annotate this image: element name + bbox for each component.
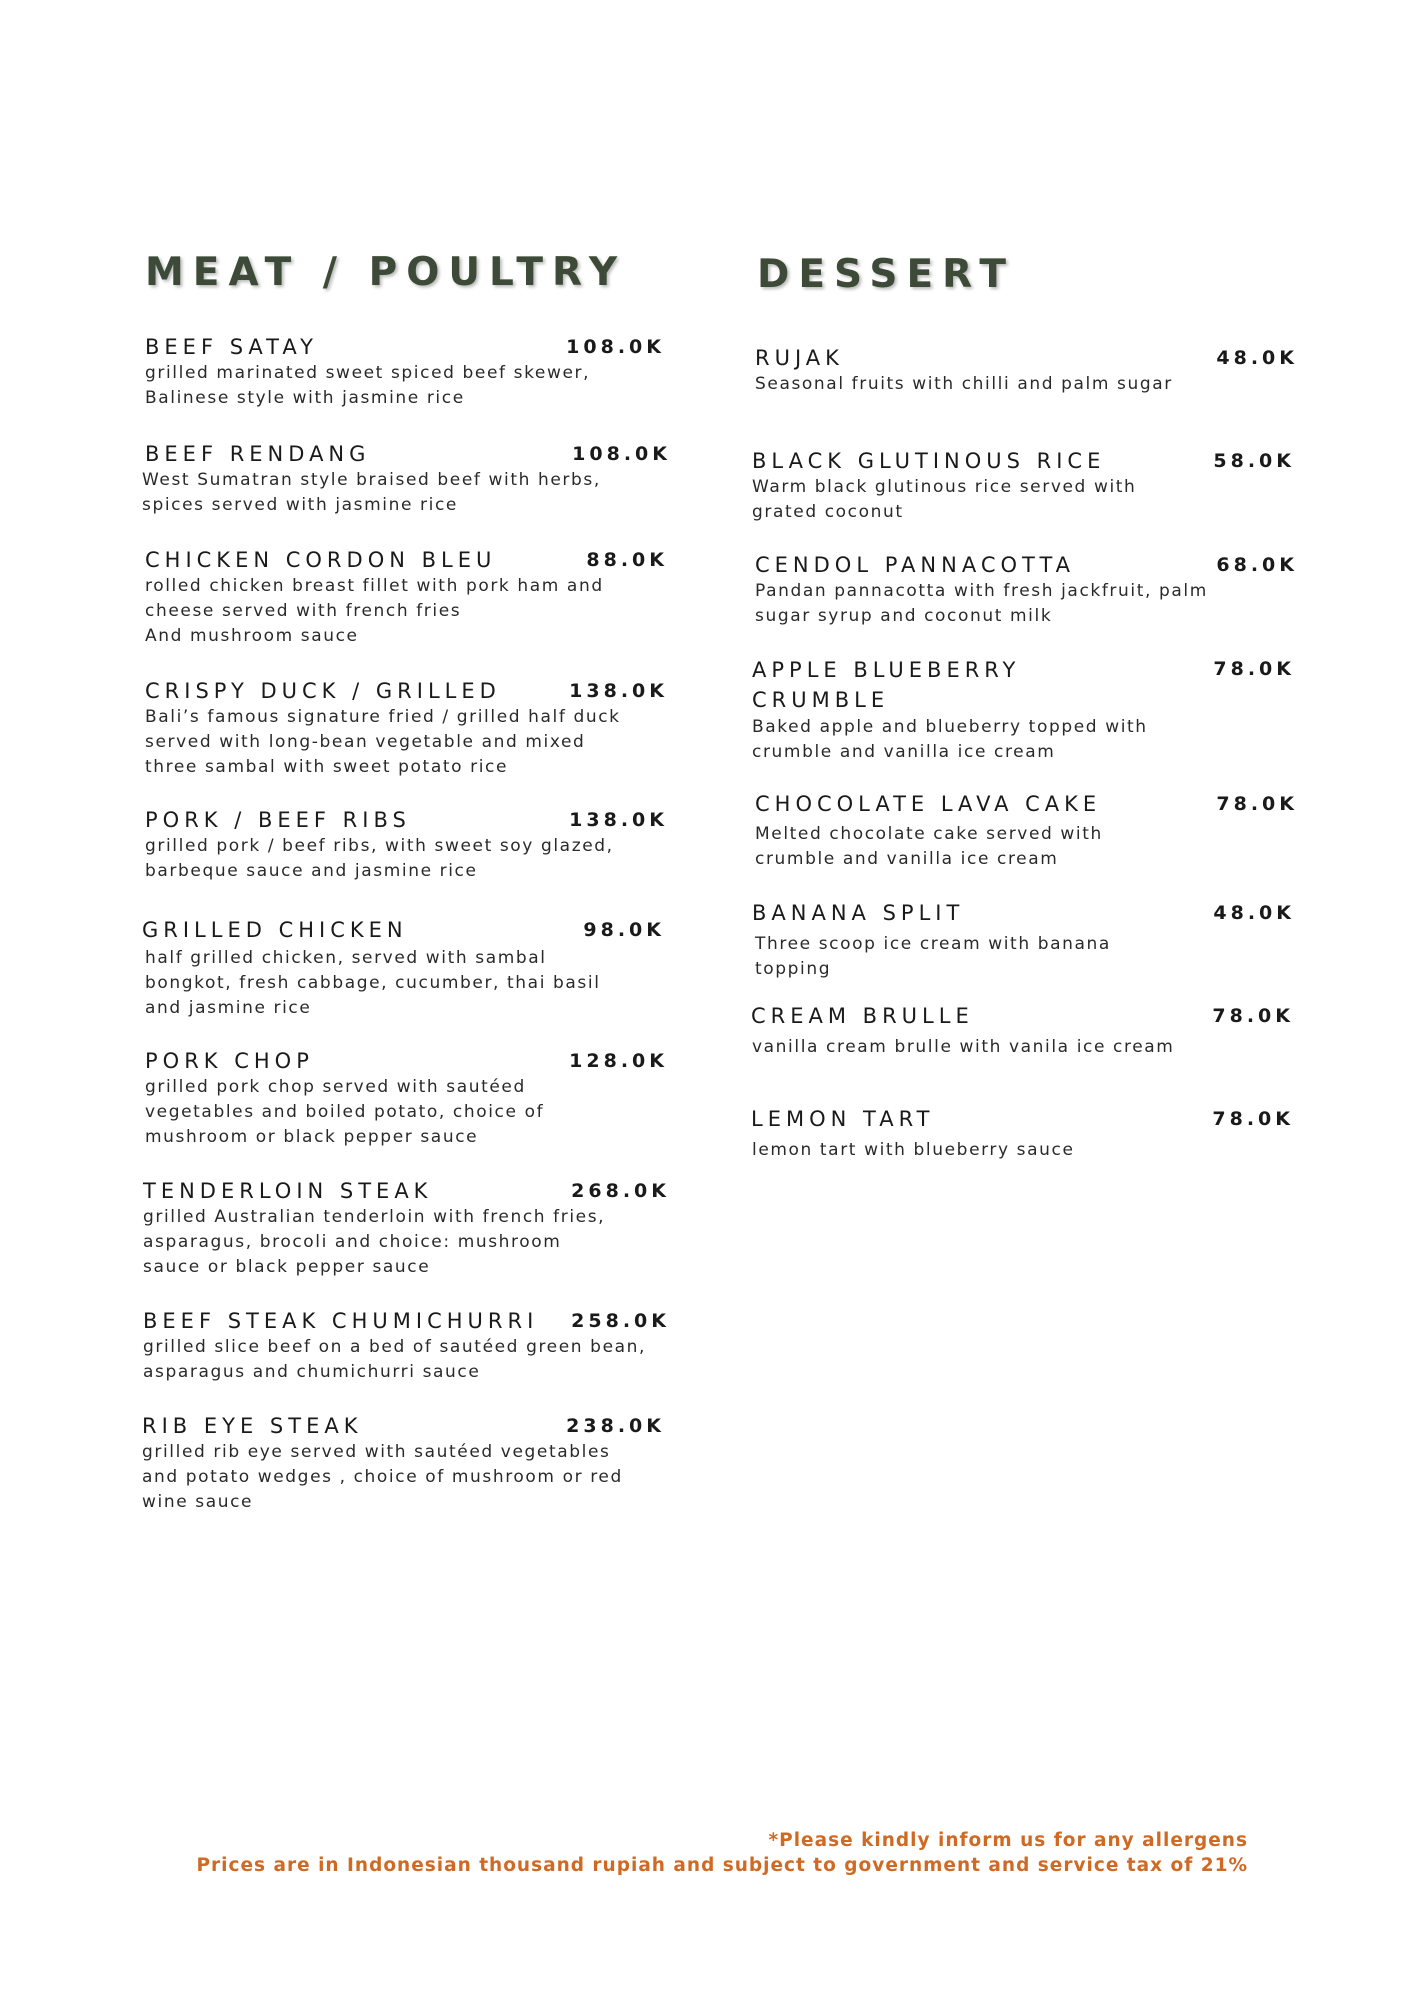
item-description: West Sumatran style braised beef with herbs, spices served with jasmine rice <box>142 470 601 515</box>
item-name: PORK / BEEF RIBS <box>145 808 411 832</box>
item-name: CHOCOLATE LAVA CAKE <box>755 792 1102 816</box>
item-price: 78.0K <box>1212 1108 1294 1130</box>
item-description: Baked apple and blueberry topped with crumble and vanilla ice cream <box>752 717 1148 762</box>
item-price: 78.0K <box>1213 658 1295 680</box>
item-price: 98.0K <box>583 919 665 941</box>
item-name: BLACK GLUTINOUS RICE <box>752 449 1106 473</box>
item-price: 48.0K <box>1216 347 1298 369</box>
item-description: Three scoop ice cream with banana topping <box>755 934 1111 979</box>
item-name: RUJAK <box>755 346 844 370</box>
item-description: Pandan pannacotta with fresh jackfruit, palm sugar syrup and coconut milk <box>755 581 1208 626</box>
item-price: 268.0K <box>571 1180 670 1202</box>
item-name: CHICKEN CORDON BLEU <box>145 548 497 572</box>
section-title-meat-poultry: MEAT / POULTRY <box>145 250 627 295</box>
item-price: 108.0K <box>566 336 665 358</box>
item-name: LEMON TART <box>751 1107 935 1131</box>
item-name: CREAM BRULLE <box>751 1004 974 1028</box>
item-description: grilled rib eye served with sautéed vegetables and potato wedges , choice of mushroom or red wine sauce <box>142 1442 623 1512</box>
allergen-note: *Please kindly inform us for any allergens <box>768 1830 1248 1851</box>
item-price: 68.0K <box>1216 554 1298 576</box>
price-note: Prices are in Indonesian thousand rupiah and subject to government and service tax of 21% <box>196 1855 1248 1876</box>
item-name: PORK CHOP <box>145 1049 314 1073</box>
item-price: 238.0K <box>566 1415 665 1437</box>
item-description: rolled chicken breast fillet with pork ham and cheese served with french fries And mushroom sauce <box>145 576 604 646</box>
item-price: 78.0K <box>1216 793 1298 815</box>
item-description: grilled Australian tenderloin with french fries, asparagus, brocoli and choice: mushroom sauce or black pepper sauce <box>143 1207 606 1277</box>
item-description: Melted chocolate cake served with crumble and vanilla ice cream <box>755 824 1103 869</box>
item-name: BEEF STEAK CHUMICHURRI <box>143 1309 539 1333</box>
item-description: grilled slice beef on a bed of sautéed green bean, asparagus and chumichurri sauce <box>143 1337 647 1382</box>
item-name: GRILLED CHICKEN <box>142 918 408 942</box>
item-price: 138.0K <box>569 680 668 702</box>
item-description: half grilled chicken, served with sambal bongkot, fresh cabbage, cucumber, thai basil and jasmine rice <box>145 948 601 1018</box>
item-description: vanilla cream brulle with vanila ice cream <box>752 1037 1175 1057</box>
item-name: CRISPY DUCK / GRILLED <box>145 679 501 703</box>
section-title-dessert: DESSERT <box>757 252 1015 297</box>
item-price: 88.0K <box>586 549 668 571</box>
item-description: grilled pork chop served with sautéed vegetables and boiled potato, choice of mushroom or black pepper sauce <box>145 1077 545 1147</box>
item-name: TENDERLOIN STEAK <box>143 1179 433 1203</box>
item-price: 108.0K <box>572 443 671 465</box>
item-price: 258.0K <box>571 1310 670 1332</box>
item-description: grilled pork / beef ribs, with sweet soy glazed, barbeque sauce and jasmine rice <box>145 836 614 881</box>
item-price: 48.0K <box>1213 902 1295 924</box>
item-description: Bali’s famous signature fried / grilled half duck served with long-bean vegetable and mixed three sambal with sweet potato rice <box>145 707 621 777</box>
item-name: BANANA SPLIT <box>752 901 965 925</box>
item-description: Seasonal fruits with chilli and palm sugar <box>755 374 1173 394</box>
item-price: 138.0K <box>569 809 668 831</box>
item-price: 58.0K <box>1213 450 1295 472</box>
item-price: 128.0K <box>569 1050 668 1072</box>
item-name: APPLE BLUEBERRY CRUMBLE <box>752 658 1021 712</box>
item-price: 78.0K <box>1212 1005 1294 1027</box>
item-description: lemon tart with blueberry sauce <box>752 1140 1075 1160</box>
item-name: RIB EYE STEAK <box>142 1414 363 1438</box>
item-description: grilled marinated sweet spiced beef skewer, Balinese style with jasmine rice <box>145 363 591 408</box>
item-name: BEEF SATAY <box>145 335 318 359</box>
item-name: CENDOL PANNACOTTA <box>755 553 1076 577</box>
footer-notes <box>196 1828 1248 1878</box>
item-description: Warm black glutinous rice served with grated coconut <box>752 477 1137 522</box>
item-name: BEEF RENDANG <box>145 442 371 466</box>
